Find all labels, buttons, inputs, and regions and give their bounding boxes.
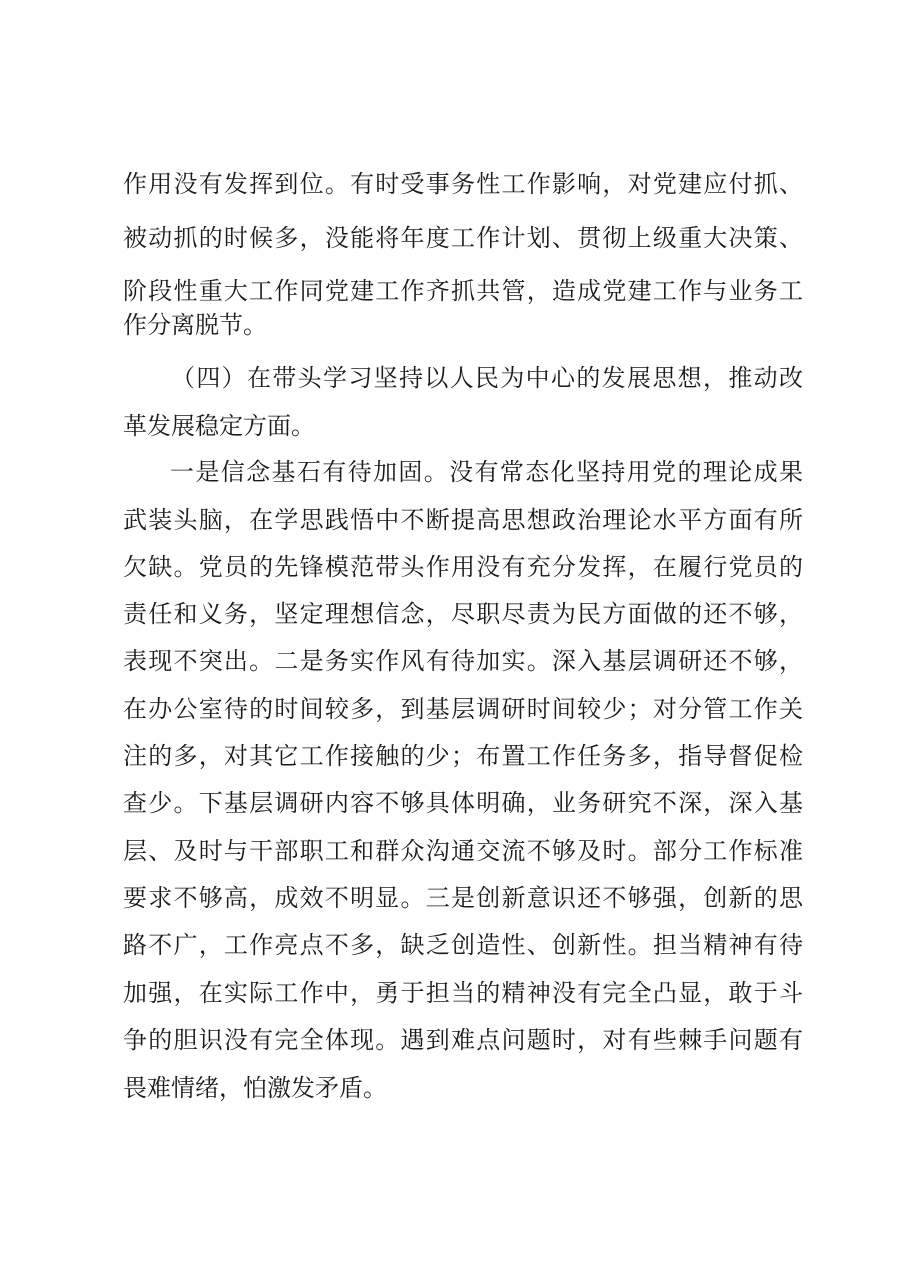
paragraph-line: 阶段性重大工作同党建工作齐抓共管，造成党建工作与业务工 [123,277,803,305]
paragraph-line: 武装头脑，在学思践悟中不断提高思想政治理论水平方面有所 [123,506,803,534]
paragraph-line: 表现不突出。二是务实作风有待加实。深入基层调研还不够， [123,647,803,675]
paragraph-line: 要求不够高，成效不明显。三是创新意识还不够强，创新的思 [123,884,803,912]
paragraph-line: 路不广，工作亮点不多，缺乏创造性、创新性。担当精神有待 [123,931,803,959]
paragraph-line: 查少。下基层调研内容不够具体明确，业务研究不深，深入基 [123,789,803,817]
paragraph-line: 层、及时与干部职工和群众沟通交流不够及时。部分工作标准 [123,837,803,865]
paragraph-line: 被动抓的时候多，没能将年度工作计划、贯彻上级重大决策、 [123,224,803,252]
paragraph-line: 一是信念基石有待加固。没有常态化坚持用党的理论成果 [170,458,803,486]
paragraph-line: 责任和义务，坚定理想信念，尽职尽责为民方面做的还不够， [123,600,803,628]
paragraph-line: 作用没有发挥到位。有时受事务性工作影响，对党建应付抓、 [123,170,803,198]
paragraph-line: 争的胆识没有完全体现。遇到难点问题时，对有些棘手问题有 [123,1026,803,1054]
paragraph-line: 加强，在实际工作中，勇于担当的精神没有完全凸显，敢于斗 [123,979,803,1007]
paragraph-line: 注的多，对其它工作接触的少；布置工作任务多，指导督促检 [123,742,803,770]
paragraph-line: 欠缺。党员的先锋模范带头作用没有充分发挥，在履行党员的 [123,553,803,581]
paragraph-line: 作分离脱节。 [123,311,267,339]
section-heading-line: （四）在带头学习坚持以人民为中心的发展思想，推动改 [171,364,803,392]
paragraph-line: 在办公室待的时间较多，到基层调研时间较少；对分管工作关 [123,695,803,723]
section-heading-line: 革发展稳定方面。 [123,412,315,440]
paragraph-line: 畏难情绪，怕激发矛盾。 [123,1074,387,1102]
